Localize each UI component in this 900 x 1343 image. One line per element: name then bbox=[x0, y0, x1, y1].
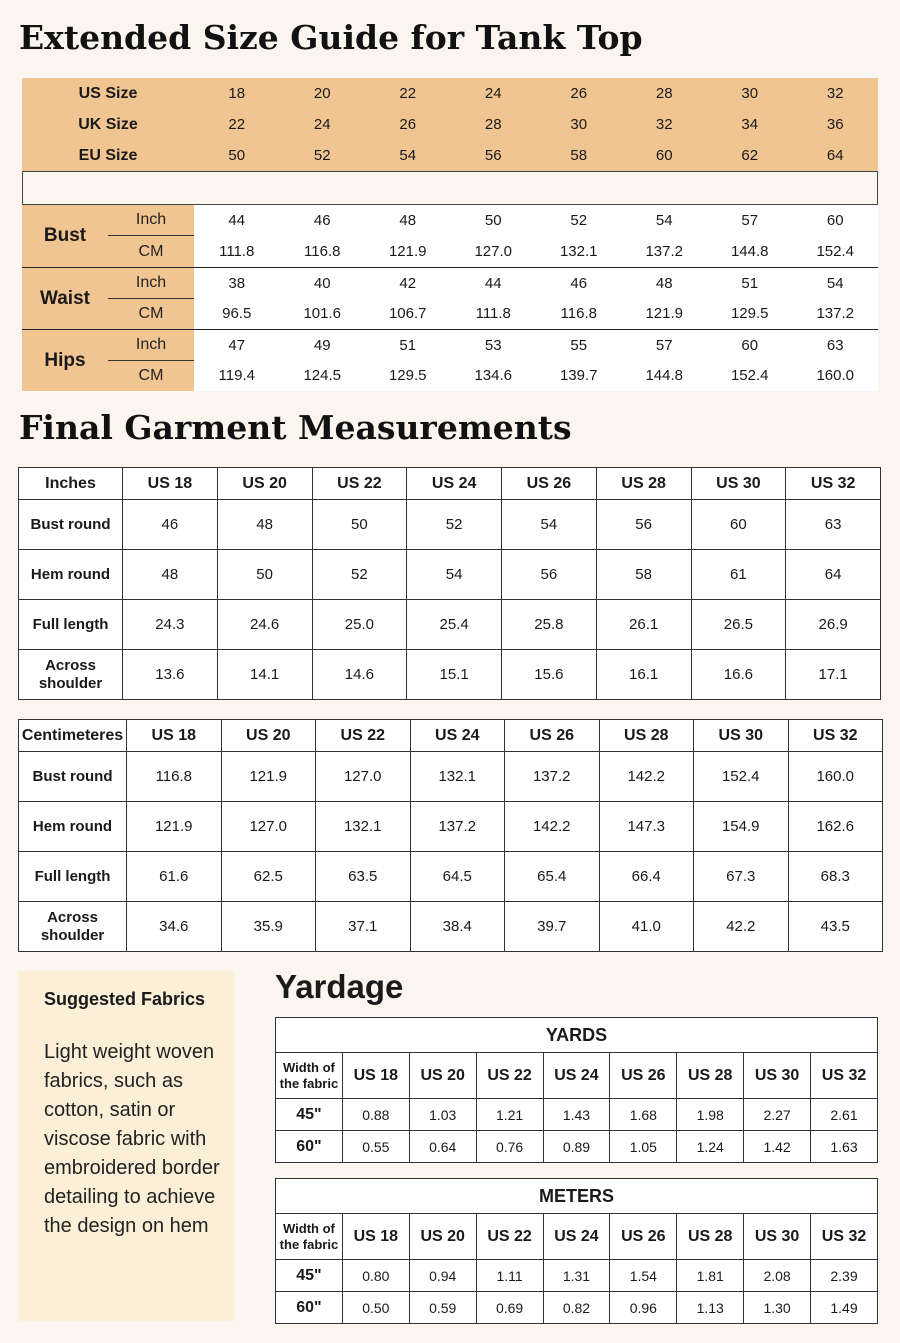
centimeters-measurements-table bbox=[18, 719, 883, 952]
table-row bbox=[19, 752, 883, 802]
table-cell: 67.3 bbox=[694, 852, 789, 902]
table-cell: 43.5 bbox=[788, 902, 883, 952]
table-cell: 61.6 bbox=[127, 852, 222, 902]
table-caption: METERS bbox=[276, 1179, 878, 1214]
column-header: US 20 bbox=[409, 1053, 476, 1099]
measurement-values bbox=[194, 267, 878, 329]
unit-labels bbox=[108, 330, 194, 391]
size-value: 32 bbox=[826, 85, 844, 102]
table-cell: 0.82 bbox=[543, 1292, 610, 1324]
table-cell: 38.4 bbox=[410, 902, 505, 952]
measurement-value: 96.5 bbox=[222, 305, 252, 323]
measurement-value: 152.4 bbox=[730, 367, 769, 385]
measurement-value: 111.8 bbox=[219, 243, 255, 260]
measurement-row-cm bbox=[194, 361, 878, 392]
measurement-label: Hips bbox=[44, 349, 86, 371]
size-value: 28 bbox=[655, 85, 673, 102]
measurement-value: 127.0 bbox=[474, 243, 513, 260]
table-cell: 0.89 bbox=[543, 1131, 610, 1163]
size-row-label: EU Size bbox=[78, 146, 138, 164]
size-value: 54 bbox=[399, 147, 417, 164]
table-row bbox=[276, 1131, 878, 1163]
table-cell: 127.0 bbox=[221, 802, 316, 852]
table-header-row bbox=[276, 1053, 878, 1099]
column-header: US 28 bbox=[677, 1053, 744, 1099]
table-corner-label: Width of the fabric bbox=[276, 1214, 343, 1260]
table-cell: 142.2 bbox=[599, 752, 694, 802]
table-cell: 1.68 bbox=[610, 1099, 677, 1131]
table-cell: 162.6 bbox=[788, 802, 883, 852]
table-cell: 2.61 bbox=[811, 1099, 878, 1131]
size-value: 30 bbox=[570, 116, 588, 133]
column-header: US 22 bbox=[316, 720, 411, 752]
measurement-row-inch bbox=[194, 268, 878, 299]
table-cell: 1.13 bbox=[677, 1292, 744, 1324]
measurement-value: 47 bbox=[228, 336, 246, 354]
column-header: US 20 bbox=[221, 720, 316, 752]
measurement-value: 54 bbox=[655, 212, 673, 229]
table-row bbox=[19, 802, 883, 852]
table-cell: 1.63 bbox=[811, 1131, 878, 1163]
measurement-value: 52 bbox=[570, 212, 588, 229]
measurement-value: 160.0 bbox=[816, 367, 855, 385]
table-cell: 0.96 bbox=[610, 1292, 677, 1324]
size-value: 62 bbox=[741, 147, 759, 164]
measurement-value: 60 bbox=[826, 212, 844, 229]
table-cell: 1.03 bbox=[409, 1099, 476, 1131]
measurement-value: 46 bbox=[313, 212, 331, 229]
column-header: US 22 bbox=[476, 1053, 543, 1099]
measurement-group bbox=[22, 205, 878, 267]
measurement-row-inch bbox=[194, 205, 878, 236]
measurement-value: 111.8 bbox=[475, 305, 511, 323]
measurement-value: 106.7 bbox=[388, 305, 427, 323]
table-cell: 0.69 bbox=[476, 1292, 543, 1324]
measurement-value: 144.8 bbox=[730, 243, 769, 260]
size-row bbox=[22, 109, 878, 140]
table-cell: 1.24 bbox=[677, 1131, 744, 1163]
table-caption-row bbox=[276, 1179, 878, 1214]
column-header: US 32 bbox=[788, 720, 883, 752]
column-header: US 24 bbox=[543, 1214, 610, 1260]
measurement-label: Bust bbox=[43, 225, 87, 246]
table-cell: 0.50 bbox=[342, 1292, 409, 1324]
measurement-value: 121.9 bbox=[388, 243, 427, 260]
table-cell: 60 bbox=[691, 500, 786, 550]
table-cell: 39.7 bbox=[505, 902, 600, 952]
table-cell: 62.5 bbox=[221, 852, 316, 902]
column-header: US 24 bbox=[543, 1053, 610, 1099]
column-header: US 30 bbox=[694, 720, 789, 752]
suggested-fabrics-text: Light weight woven fabrics, such as cotton, satin or viscose fabric with embroidered border detailing to achieve the design on hem bbox=[44, 1041, 220, 1237]
meters-table bbox=[275, 1178, 878, 1324]
measurement-value: 55 bbox=[570, 336, 588, 354]
column-header: US 18 bbox=[342, 1053, 409, 1099]
table-cell: 137.2 bbox=[410, 802, 505, 852]
table-cell: 1.21 bbox=[476, 1099, 543, 1131]
table-cell: 1.81 bbox=[677, 1260, 744, 1292]
final-measurements-title: Final Garment Measurements bbox=[19, 408, 572, 447]
measurement-value: 44 bbox=[228, 212, 246, 229]
column-header: US 28 bbox=[677, 1214, 744, 1260]
table-cell: 1.43 bbox=[543, 1099, 610, 1131]
body-measurements-panel bbox=[22, 205, 878, 391]
size-value: 50 bbox=[228, 147, 246, 164]
table-row bbox=[19, 650, 881, 700]
table-cell: 61 bbox=[691, 550, 786, 600]
table-cell: 0.94 bbox=[409, 1260, 476, 1292]
column-header: US 18 bbox=[127, 720, 222, 752]
measurement-value: 134.6 bbox=[474, 367, 513, 385]
table-corner-label: Centimeteres bbox=[19, 720, 127, 752]
column-header: US 26 bbox=[610, 1053, 677, 1099]
size-row-label: US Size bbox=[78, 84, 138, 102]
table-cell: 127.0 bbox=[316, 752, 411, 802]
size-value: 18 bbox=[228, 85, 246, 102]
table-cell: 50 bbox=[217, 550, 312, 600]
measurement-values bbox=[194, 329, 878, 391]
table-cell: 0.80 bbox=[342, 1260, 409, 1292]
table-cell: 1.30 bbox=[744, 1292, 811, 1324]
measurement-value: 132.1 bbox=[559, 243, 598, 260]
unit-label-inch: Inch bbox=[108, 330, 194, 361]
column-header: US 18 bbox=[123, 468, 218, 500]
table-cell: 132.1 bbox=[316, 802, 411, 852]
size-value: 24 bbox=[484, 85, 502, 102]
measurement-value: 60 bbox=[741, 336, 759, 354]
measurement-row-inch bbox=[194, 330, 878, 361]
row-label: Full length bbox=[19, 852, 127, 902]
size-value: 22 bbox=[399, 85, 417, 102]
row-label: 45" bbox=[276, 1099, 343, 1131]
table-cell: 137.2 bbox=[505, 752, 600, 802]
table-cell: 1.49 bbox=[811, 1292, 878, 1324]
table-row bbox=[276, 1099, 878, 1131]
table-cell: 15.6 bbox=[502, 650, 597, 700]
column-header: US 30 bbox=[744, 1214, 811, 1260]
table-cell: 1.31 bbox=[543, 1260, 610, 1292]
table-cell: 37.1 bbox=[316, 902, 411, 952]
measurement-row-cm bbox=[194, 236, 878, 267]
table-row bbox=[276, 1292, 878, 1324]
measurement-value: 137.2 bbox=[645, 243, 684, 260]
yardage-title: Yardage bbox=[275, 968, 404, 1005]
table-cell: 25.8 bbox=[502, 600, 597, 650]
table-corner-label: Inches bbox=[19, 468, 123, 500]
column-header: US 28 bbox=[599, 720, 694, 752]
table-cell: 14.1 bbox=[217, 650, 312, 700]
table-cell: 14.6 bbox=[312, 650, 407, 700]
measurement-value: 57 bbox=[655, 336, 673, 354]
table-cell: 63.5 bbox=[316, 852, 411, 902]
table-cell: 16.6 bbox=[691, 650, 786, 700]
table-row bbox=[276, 1260, 878, 1292]
table-cell: 58 bbox=[596, 550, 691, 600]
size-value: 22 bbox=[228, 116, 246, 133]
row-label: 60" bbox=[276, 1292, 343, 1324]
measurement-value: 50 bbox=[484, 212, 502, 229]
size-value: 64 bbox=[826, 147, 844, 164]
table-cell: 52 bbox=[407, 500, 502, 550]
table-cell: 152.4 bbox=[694, 752, 789, 802]
table-caption: YARDS bbox=[276, 1018, 878, 1053]
table-cell: 121.9 bbox=[221, 752, 316, 802]
measurement-value: 48 bbox=[399, 212, 417, 229]
measurement-value: 129.5 bbox=[388, 367, 427, 385]
measurement-value: 38 bbox=[228, 274, 246, 292]
measurement-values bbox=[194, 205, 878, 267]
table-cell: 26.5 bbox=[691, 600, 786, 650]
table-cell: 147.3 bbox=[599, 802, 694, 852]
page-title: Extended Size Guide for Tank Top bbox=[19, 18, 643, 57]
suggested-fabrics-panel bbox=[18, 971, 234, 1321]
table-cell: 25.0 bbox=[312, 600, 407, 650]
column-header: US 32 bbox=[786, 468, 881, 500]
table-row bbox=[19, 500, 881, 550]
table-cell: 54 bbox=[502, 500, 597, 550]
table-cell: 13.6 bbox=[123, 650, 218, 700]
size-guide-spacer-row bbox=[22, 171, 878, 205]
size-row-label: UK Size bbox=[78, 115, 138, 133]
unit-label-inch: Inch bbox=[108, 205, 194, 236]
table-cell: 41.0 bbox=[599, 902, 694, 952]
table-cell: 154.9 bbox=[694, 802, 789, 852]
table-cell: 142.2 bbox=[505, 802, 600, 852]
table-cell: 0.64 bbox=[409, 1131, 476, 1163]
row-label: Bust round bbox=[19, 500, 123, 550]
unit-labels bbox=[108, 205, 194, 267]
column-header: US 22 bbox=[476, 1214, 543, 1260]
table-cell: 26.9 bbox=[786, 600, 881, 650]
table-cell: 66.4 bbox=[599, 852, 694, 902]
measurement-value: 137.2 bbox=[816, 305, 855, 323]
table-cell: 25.4 bbox=[407, 600, 502, 650]
measurement-value: 116.8 bbox=[304, 243, 341, 260]
unit-label-cm: CM bbox=[138, 366, 164, 384]
column-header: US 32 bbox=[811, 1214, 878, 1260]
table-cell: 2.27 bbox=[744, 1099, 811, 1131]
table-cell: 24.3 bbox=[123, 600, 218, 650]
table-cell: 1.05 bbox=[610, 1131, 677, 1163]
column-header: US 30 bbox=[744, 1053, 811, 1099]
table-cell: 2.39 bbox=[811, 1260, 878, 1292]
table-cell: 26.1 bbox=[596, 600, 691, 650]
measurement-label-cell bbox=[22, 267, 194, 329]
measurement-label: Waist bbox=[40, 287, 90, 309]
measurement-value: 101.6 bbox=[303, 305, 342, 323]
size-value: 56 bbox=[484, 147, 502, 164]
table-cell: 48 bbox=[217, 500, 312, 550]
table-cell: 65.4 bbox=[505, 852, 600, 902]
table-cell: 1.42 bbox=[744, 1131, 811, 1163]
column-header: US 24 bbox=[407, 468, 502, 500]
column-header: US 22 bbox=[312, 468, 407, 500]
row-label: 60" bbox=[276, 1131, 343, 1163]
row-label: 45" bbox=[276, 1260, 343, 1292]
table-cell: 34.6 bbox=[127, 902, 222, 952]
size-value: 26 bbox=[399, 116, 417, 133]
column-header: US 30 bbox=[691, 468, 786, 500]
measurement-value: 49 bbox=[313, 336, 331, 354]
table-cell: 52 bbox=[312, 550, 407, 600]
table-cell: 16.1 bbox=[596, 650, 691, 700]
table-cell: 50 bbox=[312, 500, 407, 550]
unit-labels bbox=[108, 268, 194, 329]
column-header: US 32 bbox=[811, 1053, 878, 1099]
table-header-row bbox=[276, 1214, 878, 1260]
column-header: US 28 bbox=[596, 468, 691, 500]
measurement-value: 53 bbox=[484, 336, 502, 354]
inches-measurements-table bbox=[18, 467, 881, 700]
size-value: 52 bbox=[313, 147, 331, 164]
measurement-value: 119.4 bbox=[218, 367, 255, 385]
size-value: 20 bbox=[313, 85, 331, 102]
table-row bbox=[19, 600, 881, 650]
table-cell: 0.59 bbox=[409, 1292, 476, 1324]
row-label: Bust round bbox=[19, 752, 127, 802]
suggested-fabrics-title: Suggested Fabrics bbox=[44, 989, 206, 1009]
measurement-value: 116.8 bbox=[560, 305, 597, 323]
table-cell: 64.5 bbox=[410, 852, 505, 902]
size-value: 60 bbox=[655, 147, 673, 164]
column-header: US 20 bbox=[409, 1214, 476, 1260]
table-cell: 56 bbox=[596, 500, 691, 550]
measurement-value: 57 bbox=[741, 212, 759, 229]
row-label: Across shoulder bbox=[19, 650, 123, 700]
table-row bbox=[19, 852, 883, 902]
size-value: 58 bbox=[570, 147, 588, 164]
measurement-group bbox=[22, 267, 878, 329]
row-label: Full length bbox=[19, 600, 123, 650]
table-cell: 24.6 bbox=[217, 600, 312, 650]
table-cell: 132.1 bbox=[410, 752, 505, 802]
size-value: 34 bbox=[741, 116, 759, 133]
table-cell: 121.9 bbox=[127, 802, 222, 852]
table-cell: 17.1 bbox=[786, 650, 881, 700]
measurement-value: 51 bbox=[399, 336, 417, 354]
measurement-group bbox=[22, 329, 878, 391]
yards-table bbox=[275, 1017, 878, 1163]
measurement-value: 51 bbox=[741, 274, 759, 292]
table-cell: 42.2 bbox=[694, 902, 789, 952]
measurement-value: 44 bbox=[484, 274, 502, 292]
measurement-value: 124.5 bbox=[303, 367, 342, 385]
size-value: 28 bbox=[484, 116, 502, 133]
table-caption-row bbox=[276, 1018, 878, 1053]
table-row bbox=[19, 550, 881, 600]
table-cell: 56 bbox=[502, 550, 597, 600]
measurement-label-cell bbox=[22, 329, 194, 391]
table-cell: 1.54 bbox=[610, 1260, 677, 1292]
measurement-label-cell bbox=[22, 205, 194, 267]
column-header: US 26 bbox=[505, 720, 600, 752]
size-row bbox=[22, 78, 878, 109]
table-cell: 68.3 bbox=[788, 852, 883, 902]
size-row bbox=[22, 140, 878, 171]
table-row bbox=[19, 902, 883, 952]
table-cell: 48 bbox=[123, 550, 218, 600]
measurement-value: 144.8 bbox=[645, 367, 684, 385]
size-conversion-panel bbox=[22, 78, 878, 171]
column-header: US 26 bbox=[610, 1214, 677, 1260]
measurement-value: 139.7 bbox=[559, 367, 598, 385]
size-value: 24 bbox=[313, 116, 331, 133]
size-value: 30 bbox=[741, 85, 759, 102]
table-cell: 1.11 bbox=[476, 1260, 543, 1292]
table-cell: 63 bbox=[786, 500, 881, 550]
row-label: Hem round bbox=[19, 550, 123, 600]
measurement-row-cm bbox=[194, 299, 878, 330]
table-header-row bbox=[19, 468, 881, 500]
column-header: US 26 bbox=[502, 468, 597, 500]
table-corner-label: Width of the fabric bbox=[276, 1053, 343, 1099]
measurement-value: 46 bbox=[570, 274, 588, 292]
table-cell: 35.9 bbox=[221, 902, 316, 952]
row-label: Hem round bbox=[19, 802, 127, 852]
unit-label-inch: Inch bbox=[108, 268, 194, 299]
table-cell: 1.98 bbox=[677, 1099, 744, 1131]
table-cell: 116.8 bbox=[127, 752, 222, 802]
column-header: US 18 bbox=[342, 1214, 409, 1260]
column-header: US 20 bbox=[217, 468, 312, 500]
table-cell: 15.1 bbox=[407, 650, 502, 700]
size-value: 32 bbox=[655, 116, 673, 133]
size-value: 26 bbox=[570, 85, 588, 102]
size-value: 36 bbox=[826, 116, 844, 133]
table-header-row bbox=[19, 720, 883, 752]
table-cell: 54 bbox=[407, 550, 502, 600]
unit-label-cm: CM bbox=[138, 304, 164, 322]
table-cell: 0.76 bbox=[476, 1131, 543, 1163]
table-cell: 64 bbox=[786, 550, 881, 600]
measurement-value: 42 bbox=[399, 274, 417, 292]
table-cell: 2.08 bbox=[744, 1260, 811, 1292]
measurement-value: 129.5 bbox=[730, 305, 769, 323]
measurement-value: 40 bbox=[313, 274, 331, 292]
measurement-value: 121.9 bbox=[645, 305, 684, 323]
table-cell: 0.55 bbox=[342, 1131, 409, 1163]
row-label: Across shoulder bbox=[19, 902, 127, 952]
measurement-value: 48 bbox=[655, 274, 673, 292]
column-header: US 24 bbox=[410, 720, 505, 752]
measurement-value: 63 bbox=[826, 336, 844, 354]
unit-label-cm: CM bbox=[138, 242, 164, 260]
table-cell: 0.88 bbox=[342, 1099, 409, 1131]
measurement-value: 54 bbox=[826, 274, 844, 292]
table-cell: 160.0 bbox=[788, 752, 883, 802]
table-cell: 46 bbox=[123, 500, 218, 550]
measurement-value: 152.4 bbox=[816, 243, 855, 260]
